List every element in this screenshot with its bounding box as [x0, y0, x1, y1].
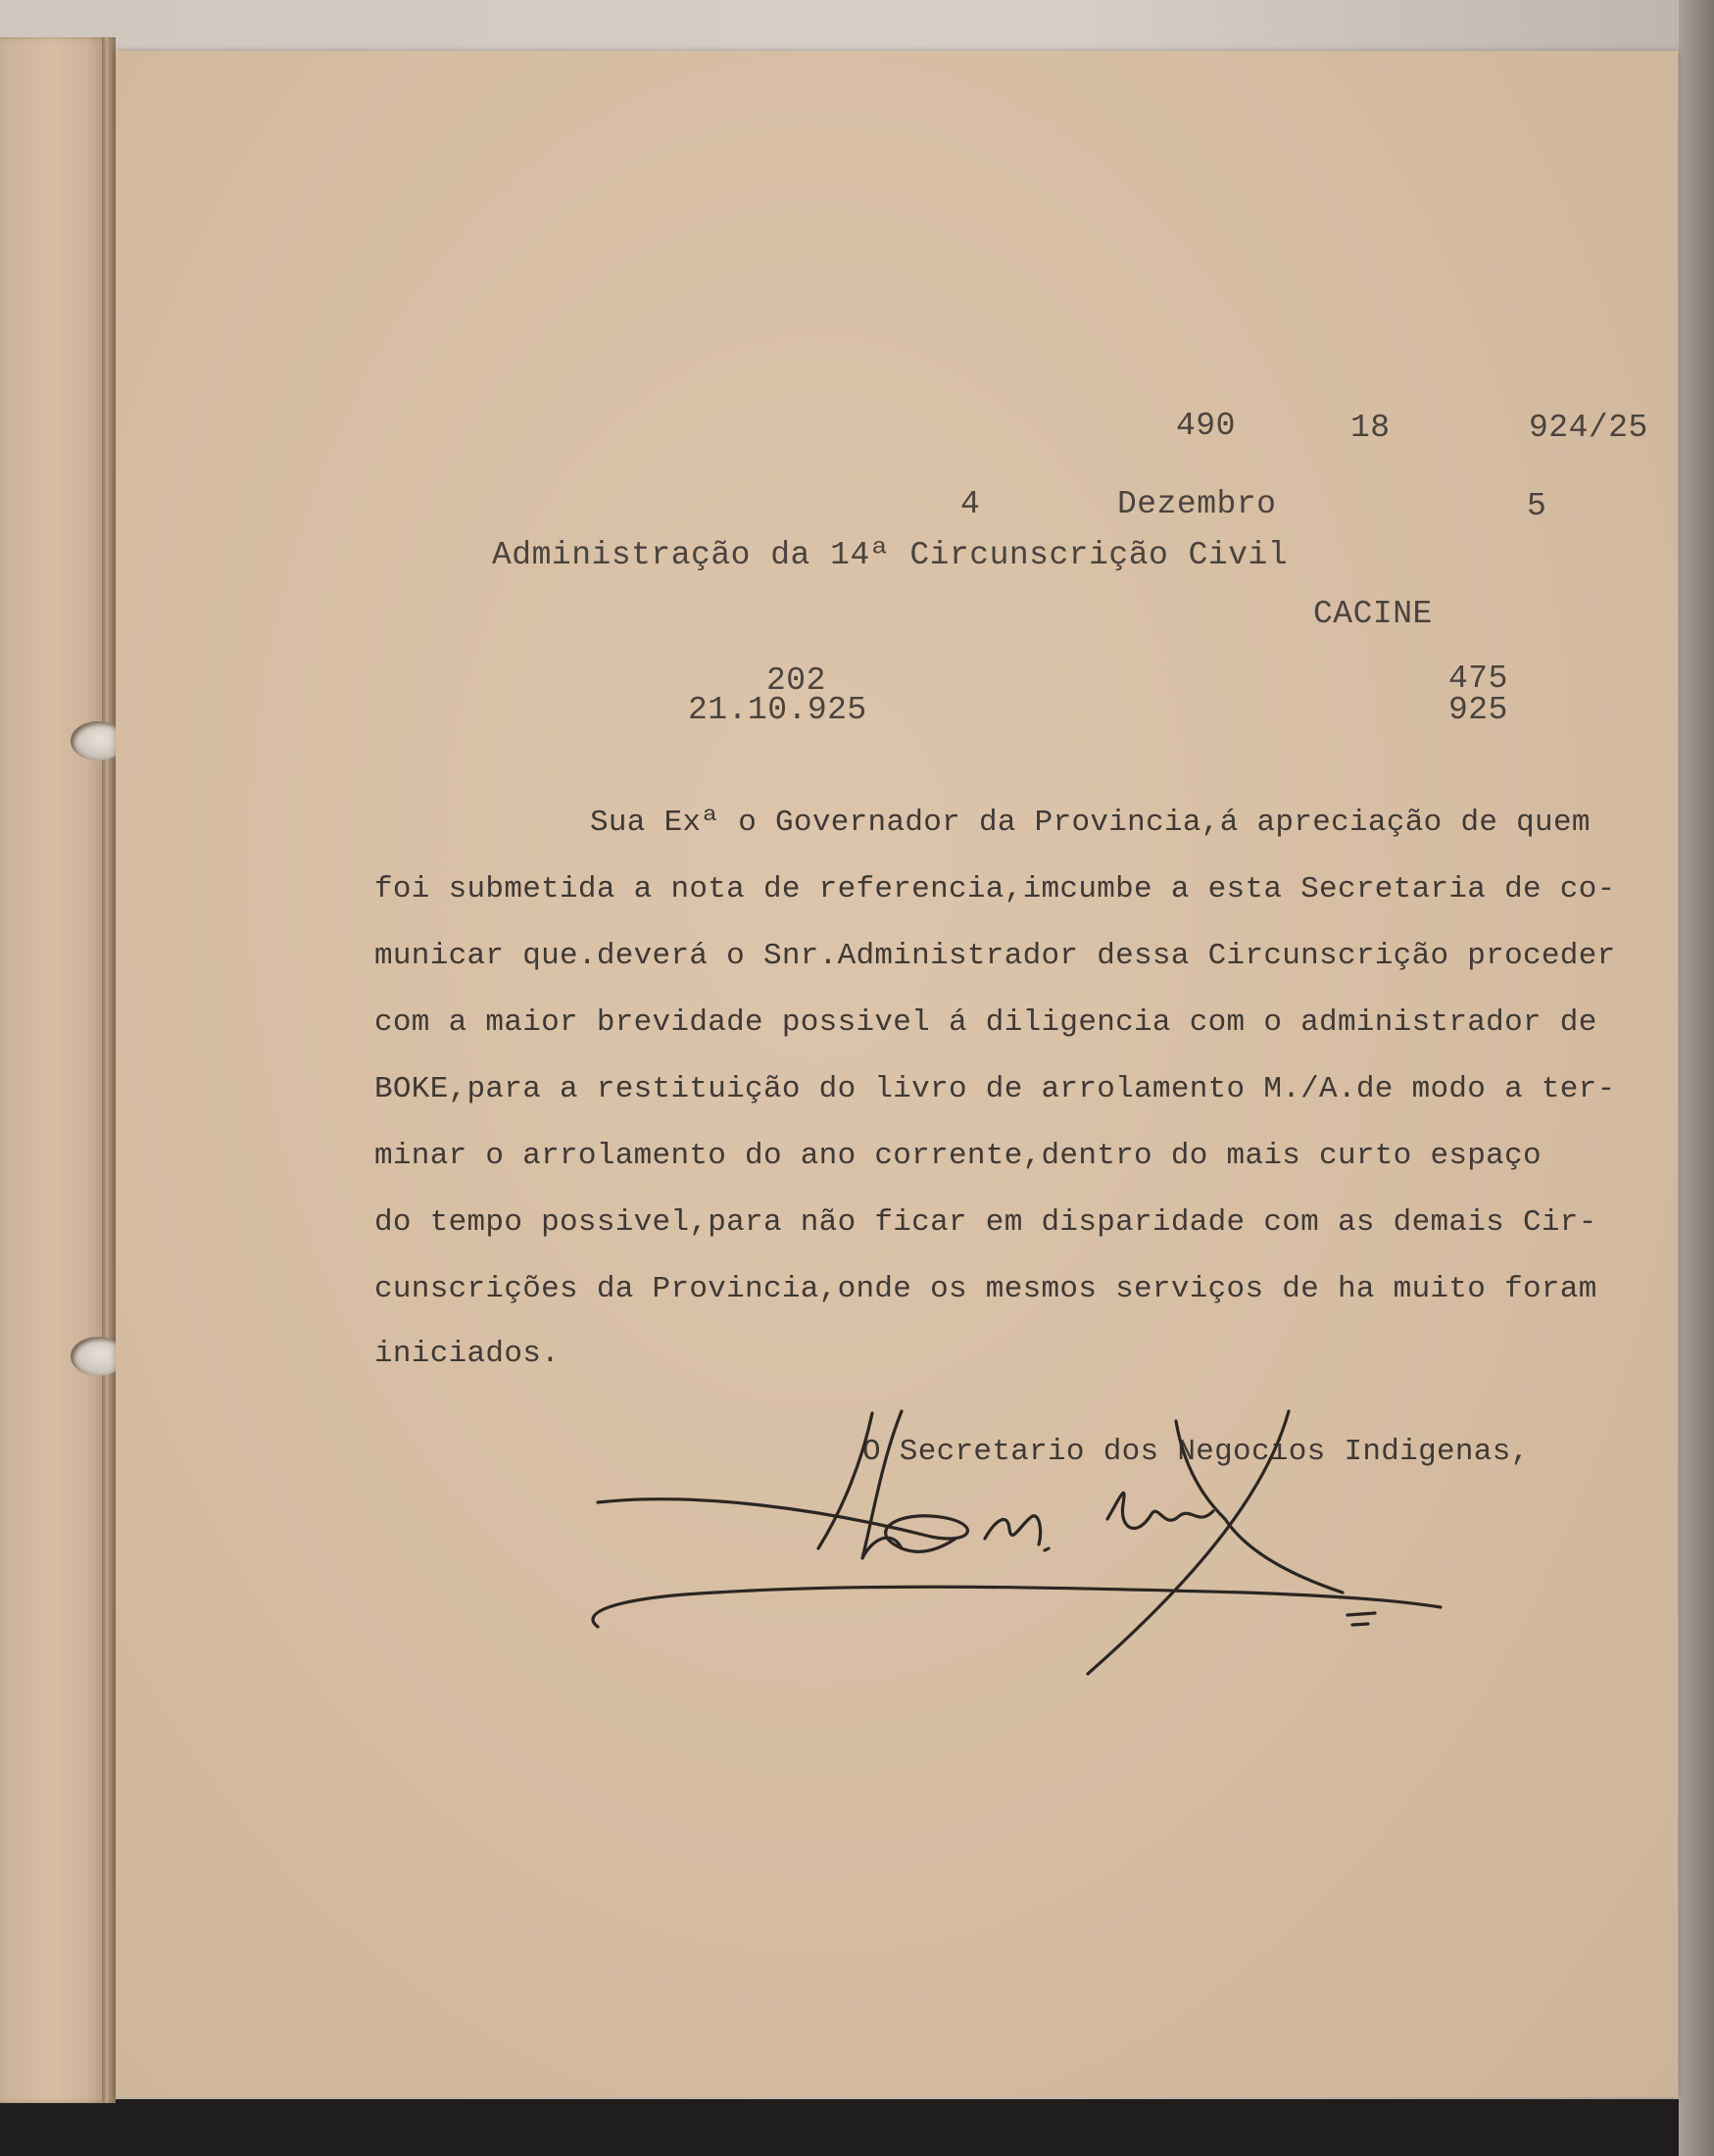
scanner-background-bottom [0, 2099, 1714, 2156]
body-line-9: iniciados. [374, 1337, 561, 1371]
date-month: Dezembro [1117, 486, 1277, 522]
date-year-digit: 5 [1527, 488, 1547, 524]
addressee-line: Administração da 14ª Circunscrição Civil [492, 537, 1289, 573]
left-binding-leaf [0, 37, 116, 2103]
reference-year-right: 925 [1448, 692, 1508, 728]
closing-line: O Secretario dos Negocios Indigenas, [862, 1435, 1530, 1469]
body-line-5: BOKE,para a restituição do livro de arrolamento M./A.de modo a ter- [374, 1072, 1616, 1106]
date-day: 4 [960, 486, 981, 522]
handwritten-signature [578, 1401, 1460, 1686]
binding-fold [102, 37, 108, 2103]
reference-number-left: 202 [766, 662, 826, 699]
body-line-3: municar que.deverá o Snr.Administrador dessa Circunscrição proceder [374, 939, 1616, 973]
reference-date-left: 21.10.925 [688, 692, 867, 728]
body-line-4: com a maior brevidade possivel á diligencia com o administrador de [374, 1005, 1597, 1040]
scanner-background-right [1679, 0, 1714, 2156]
reference-number-right: 475 [1448, 661, 1508, 697]
header-number-490: 490 [1176, 408, 1236, 444]
header-number-18: 18 [1350, 410, 1391, 446]
body-line-8: cunscrições da Provincia,onde os mesmos serviços de ha muito foram [374, 1272, 1597, 1306]
body-line-1: Sua Exª o Governador da Provincia,á apreciação de quem [590, 806, 1591, 840]
addressee-place: CACINE [1313, 596, 1433, 632]
body-line-6: minar o arrolamento do ano corrente,dentro do mais curto espaço [374, 1139, 1542, 1173]
body-line-7: do tempo possivel,para não ficar em disparidade com as demais Cir- [374, 1205, 1597, 1240]
body-line-2: foi submetida a nota de referencia,imcumbe a esta Secretaria de co- [374, 872, 1616, 906]
header-number-reference: 924/25 [1529, 410, 1648, 446]
